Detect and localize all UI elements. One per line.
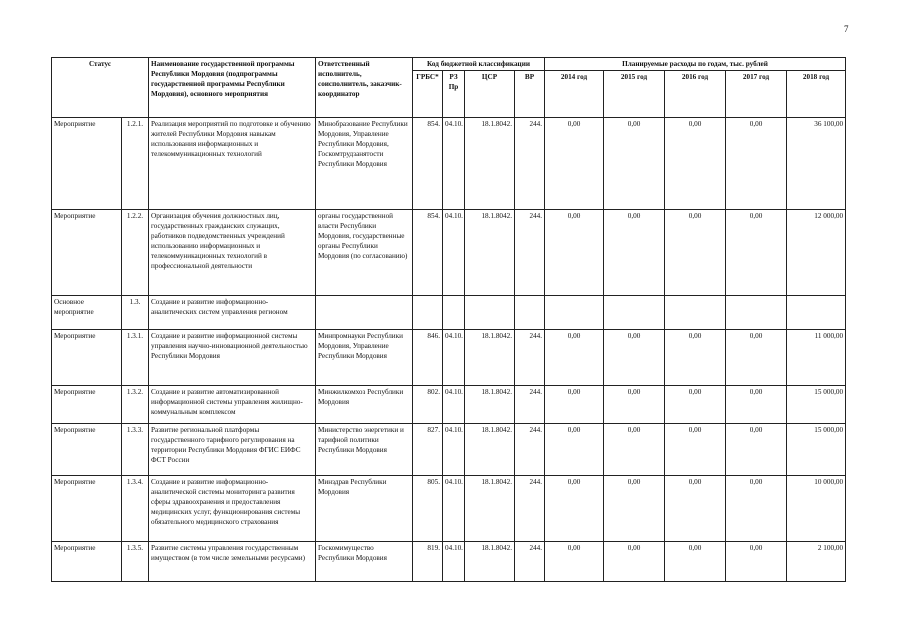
row-csr: 18.1.8042. — [465, 118, 515, 210]
row-rz: 04.10. — [443, 330, 465, 386]
row-2017: 0,00 — [726, 386, 787, 424]
header-grbs: ГРБС* — [413, 71, 443, 118]
row-2015: 0,00 — [604, 210, 665, 296]
row-rz — [443, 296, 465, 330]
row-vr: 244. — [515, 118, 545, 210]
row-2015: 0,00 — [604, 330, 665, 386]
row-executor: Министерство энергетики и тарифной политики Республики Мордовия — [316, 424, 413, 476]
header-budget-class: Код бюджетной классификации — [413, 58, 545, 71]
row-executor: Минздрав Республики Мордовия — [316, 476, 413, 542]
row-csr: 18.1.8042. — [465, 210, 515, 296]
row-2016 — [665, 296, 726, 330]
row-2017 — [726, 296, 787, 330]
row-2016: 0,00 — [665, 542, 726, 582]
row-grbs — [413, 296, 443, 330]
row-vr: 244. — [515, 476, 545, 542]
row-executor — [316, 296, 413, 330]
table-row — [52, 330, 846, 386]
row-status: Мероприятие — [52, 424, 122, 476]
row-csr — [465, 296, 515, 330]
row-code: 1.3.4. — [122, 476, 149, 542]
row-2016: 0,00 — [665, 424, 726, 476]
row-code: 1.3. — [122, 296, 149, 330]
row-2014: 0,00 — [545, 330, 604, 386]
row-status: Мероприятие — [52, 386, 122, 424]
header-2017: 2017 год — [726, 71, 787, 118]
row-name: Реализация мероприятий по подготовке и обучению жителей Республики Мордовия навыкам использования информационных и телекоммуникационных технологий — [149, 118, 316, 210]
row-code: 1.2.1. — [122, 118, 149, 210]
row-2015: 0,00 — [604, 424, 665, 476]
row-2016: 0,00 — [665, 330, 726, 386]
row-name: Создание и развитие информационно-аналитической системы мониторинга развития сферы здравоохранения и предоставления медицинских услуг, функционирования системы обязательного медицинского страхования — [149, 476, 316, 542]
row-2014: 0,00 — [545, 424, 604, 476]
header-planned: Планируемые расходы по годам, тыс. рублей — [545, 58, 846, 71]
table-row — [52, 542, 846, 582]
row-2015: 0,00 — [604, 118, 665, 210]
row-code: 1.3.5. — [122, 542, 149, 582]
row-status: Мероприятие — [52, 330, 122, 386]
row-2014: 0,00 — [545, 476, 604, 542]
row-2016: 0,00 — [665, 118, 726, 210]
row-executor: Минобразование Республики Мордовия, Управление Республики Мордовия, Госкомтрудзанятости Республики Мордовия — [316, 118, 413, 210]
row-2018: 10 000,00 — [787, 476, 846, 542]
row-executor: Минпромнауки Республики Мордовия, Управление Республики Мордовия — [316, 330, 413, 386]
row-2016: 0,00 — [665, 476, 726, 542]
row-code: 1.3.3. — [122, 424, 149, 476]
header-2018: 2018 год — [787, 71, 846, 118]
header-name: Наименование государственной программы Республики Мордовия (подпрограммы государственной программы Республики Мордовия), основного мероприятия — [149, 58, 316, 118]
row-status: Основное мероприятие — [52, 296, 122, 330]
row-grbs: 802. — [413, 386, 443, 424]
row-2018 — [787, 296, 846, 330]
budget-table — [51, 57, 846, 582]
row-2018: 11 000,00 — [787, 330, 846, 386]
header-rz-pr: РЗ Пр — [443, 71, 465, 118]
row-rz: 04.10. — [443, 424, 465, 476]
row-csr: 18.1.8042. — [465, 424, 515, 476]
row-name: Организация обучения должностных лиц, государственных гражданских служащих, работников подведомственных учреждений использованию информационных и телекоммуникационных технологий в профессиональной деятельности — [149, 210, 316, 296]
row-vr: 244. — [515, 542, 545, 582]
row-2014: 0,00 — [545, 542, 604, 582]
header-executor: Ответственный исполнитель, соисполнитель, заказчик-координатор — [316, 58, 413, 118]
row-code: 1.3.1. — [122, 330, 149, 386]
row-2017: 0,00 — [726, 542, 787, 582]
row-grbs: 854. — [413, 210, 443, 296]
header-vr: ВР — [515, 71, 545, 118]
row-status: Мероприятие — [52, 210, 122, 296]
row-vr: 244. — [515, 386, 545, 424]
header-2015: 2015 год — [604, 71, 665, 118]
row-rz: 04.10. — [443, 386, 465, 424]
row-name: Создание и развитие информационно-аналитических систем управления регионом — [149, 296, 316, 330]
row-2015: 0,00 — [604, 542, 665, 582]
row-2017: 0,00 — [726, 210, 787, 296]
row-2016: 0,00 — [665, 386, 726, 424]
row-status: Мероприятие — [52, 542, 122, 582]
header-status: Статус — [52, 58, 149, 118]
row-executor: органы государственной власти Республики Мордовия, государственные органы Республики Мордовия (по согласованию) — [316, 210, 413, 296]
row-2015: 0,00 — [604, 476, 665, 542]
row-vr: 244. — [515, 210, 545, 296]
row-2017: 0,00 — [726, 118, 787, 210]
page-number: 7 — [844, 24, 849, 34]
row-vr: 244. — [515, 330, 545, 386]
row-code: 1.3.2. — [122, 386, 149, 424]
row-grbs: 854. — [413, 118, 443, 210]
table-row — [52, 210, 846, 296]
row-csr: 18.1.8042. — [465, 476, 515, 542]
row-rz: 04.10. — [443, 118, 465, 210]
row-rz: 04.10. — [443, 542, 465, 582]
row-rz: 04.10. — [443, 210, 465, 296]
row-vr: 244. — [515, 424, 545, 476]
row-2015 — [604, 296, 665, 330]
row-grbs: 827. — [413, 424, 443, 476]
row-csr: 18.1.8042. — [465, 330, 515, 386]
row-2018: 36 100,00 — [787, 118, 846, 210]
row-executor: Минжилкомхоз Республики Мордовия — [316, 386, 413, 424]
row-rz: 04.10. — [443, 476, 465, 542]
row-2018: 2 100,00 — [787, 542, 846, 582]
table-row — [52, 296, 846, 330]
row-2018: 15 000,00 — [787, 424, 846, 476]
row-name: Создание и развитие автоматизированной информационной системы управления жилищно-коммунальным комплексом — [149, 386, 316, 424]
row-grbs: 805. — [413, 476, 443, 542]
row-vr — [515, 296, 545, 330]
row-csr: 18.1.8042. — [465, 386, 515, 424]
row-executor: Госкомимущество Республики Мордовия — [316, 542, 413, 582]
row-2017: 0,00 — [726, 330, 787, 386]
table-row — [52, 424, 846, 476]
row-2018: 15 000,00 — [787, 386, 846, 424]
row-name: Создание и развитие информационной системы управления научно-инновационной деятельностью Республики Мордовия — [149, 330, 316, 386]
row-2017: 0,00 — [726, 476, 787, 542]
row-status: Мероприятие — [52, 118, 122, 210]
row-2017: 0,00 — [726, 424, 787, 476]
header-csr: ЦСР — [465, 71, 515, 118]
row-2014: 0,00 — [545, 386, 604, 424]
table-row — [52, 386, 846, 424]
row-status: Мероприятие — [52, 476, 122, 542]
row-grbs: 846. — [413, 330, 443, 386]
row-code: 1.2.2. — [122, 210, 149, 296]
row-csr: 18.1.8042. — [465, 542, 515, 582]
table-row — [52, 118, 846, 210]
row-name: Развитие системы управления государственным имуществом (в том числе земельными ресурсами) — [149, 542, 316, 582]
row-2014: 0,00 — [545, 118, 604, 210]
row-2018: 12 000,00 — [787, 210, 846, 296]
row-name: Развитие региональной платформы государственного тарифного регулирования на территории Республики Мордовия ФГИС ЕИФС ФСТ России — [149, 424, 316, 476]
table-row — [52, 476, 846, 542]
row-2015: 0,00 — [604, 386, 665, 424]
header-2014: 2014 год — [545, 71, 604, 118]
header-2016: 2016 год — [665, 71, 726, 118]
row-2014: 0,00 — [545, 210, 604, 296]
row-2014 — [545, 296, 604, 330]
row-grbs: 819. — [413, 542, 443, 582]
row-2016: 0,00 — [665, 210, 726, 296]
